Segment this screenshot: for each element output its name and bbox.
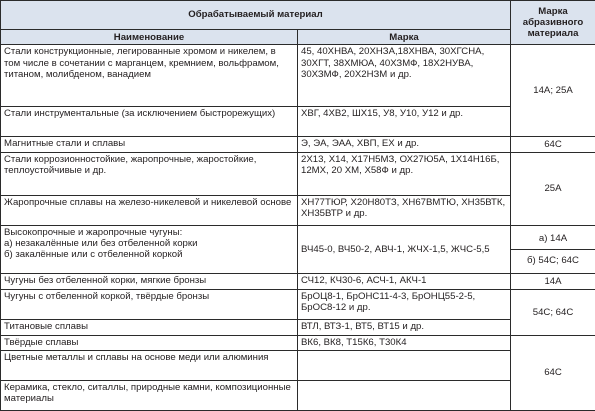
abrasive-group-4a: а) 14А <box>511 228 595 250</box>
abrasive-group-6: 54С; 64С <box>511 290 595 335</box>
row-titanium-name: Титановые сплавы <box>1 319 298 335</box>
row-soft-bronze-name: Чугуны без отбеленной корки, мягкие бронзы <box>1 274 298 290</box>
row-magnetic-steel-grade: Э, ЭА, ЭАА, ХВП, ЕХ и др. <box>298 137 511 153</box>
row-hard-alloys-name: Твёрдые сплавы <box>1 335 298 351</box>
row-ceramics-grade <box>298 381 511 411</box>
row-hard-bronze-grade: БрОЦ8-1, БрОНС11-4-3, БрОНЦ55-2-5, БрОС8-12 и др. <box>298 290 511 320</box>
row-titanium-grade: ВТЛ, ВТЗ-1, ВТ5, ВТ15 и др. <box>298 319 511 335</box>
header-processed-material: Обрабатываемый материал <box>1 1 511 30</box>
row-ceramics-name: Керамика, стекло, ситаллы, природные камни, композиционные материалы <box>1 381 298 411</box>
row-heat-resistant-alloys-grade: ХН77ТЮР, Х20Н80ТЗ, ХН67ВМТЮ, ХН35ВТК, ХН35ВТР и др. <box>298 195 511 225</box>
row-corrosion-steel-name: Стали коррозионностойкие, жаропрочные, жаростойкие, теплоустойчивые и др. <box>1 152 298 195</box>
row-magnetic-steel-name: Магнитные стали и сплавы <box>1 137 298 153</box>
abrasive-group-1: 14А; 25А <box>511 45 595 137</box>
row-corrosion-steel-grade: 2Х13, Х14, Х17Н5МЗ, ОХ27Ю5А, 1Х14Н16Б, 12МХ, 20 ХМ, Х58Ф и др. <box>298 152 511 195</box>
header-grade: Марка <box>298 29 511 45</box>
row-heat-resistant-alloys-name: Жаропрочные сплавы на железо-никелевой и никелевой основе <box>1 195 298 225</box>
row-high-strength-iron-grade: ВЧ45-0, ВЧ50-2, АВЧ-1, ЖЧХ-1,5, ЖЧС-5,5 <box>298 225 511 274</box>
row-hard-alloys-grade: ВК6, ВК8, Т15К6, Т30К4 <box>298 335 511 351</box>
header-name: Наименование <box>1 29 298 45</box>
abrasive-group-7: 64С <box>511 335 595 410</box>
row-nonferrous-grade <box>298 351 511 381</box>
header-abrasive: Марка абразивного материала <box>511 1 595 45</box>
abrasive-group-4 <box>511 225 595 274</box>
row-structural-steel-grade: 45, 40ХНВА, 20ХНЗА,18ХНВА, 30ХГСНА, 30ХГТ, 38ХМЮА, 40ХЗМФ, 18Х2НУВА, 30ХЗМФ, 20Х2НЗМ и др. <box>298 45 511 107</box>
abrasive-group-5: 14А <box>511 274 595 290</box>
abrasive-group-3: 25А <box>511 152 595 225</box>
row-high-strength-iron-name: Высокопрочные и жаропрочные чугуны: а) незакалённые или без отбеленной корки б) закалённые или с отбеленной коркой <box>1 225 298 274</box>
row-tool-steel-grade: ХВГ, 4ХВ2, ШХ15, У8, У10, У12 и др. <box>298 107 511 137</box>
row-structural-steel-name: Стали конструкционные, легированные хромом и никелем, в том числе в сочетании с марганцем, кремнием, вольфрамом, титаном, молибденом, ванадием <box>1 45 298 107</box>
row-soft-bronze-grade: СЧ12, КЧ30-6, АСЧ-1, АКЧ-1 <box>298 274 511 290</box>
abrasive-group-2: 64С <box>511 137 595 153</box>
row-nonferrous-name: Цветные металлы и сплавы на основе меди или алюминия <box>1 351 298 381</box>
row-hard-bronze-name: Чугуны с отбеленной коркой, твёрдые бронзы <box>1 290 298 320</box>
row-tool-steel-name: Стали инструментальные (за исключением быстрорежущих) <box>1 107 298 137</box>
abrasive-group-4b: б) 54С; 64С <box>527 255 579 267</box>
